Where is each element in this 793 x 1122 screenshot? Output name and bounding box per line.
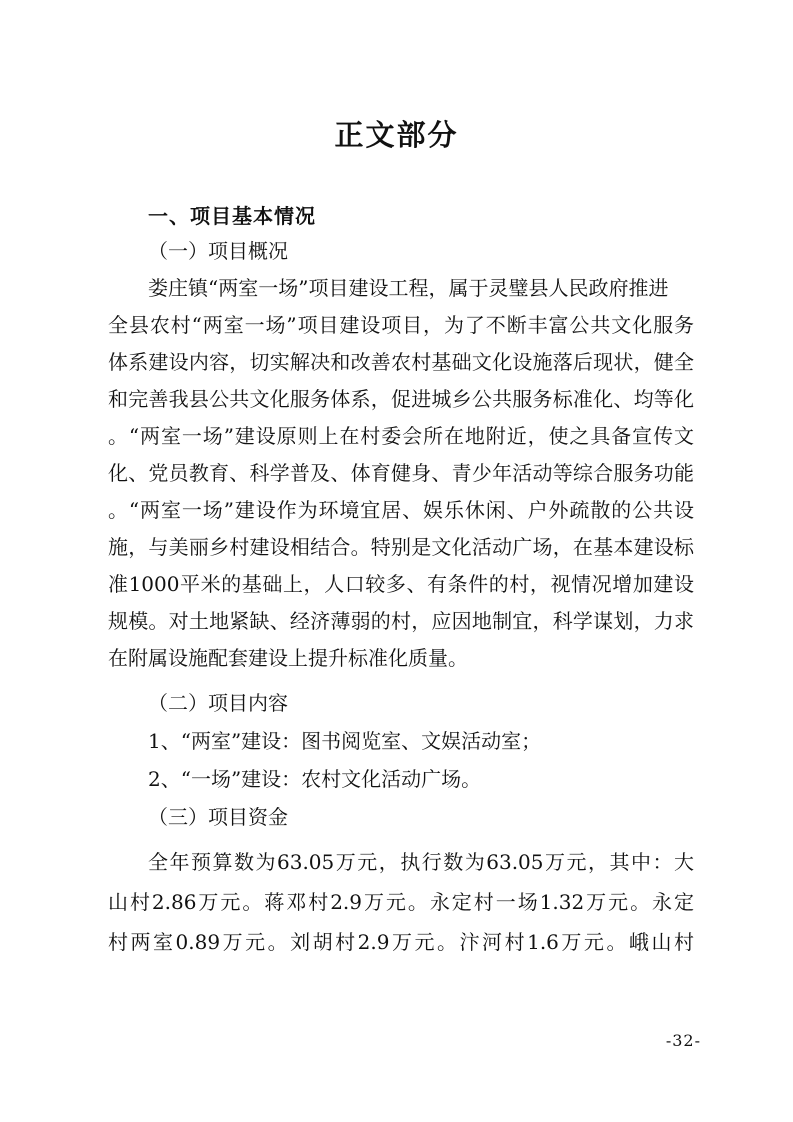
paragraph-line: 准1000平米的基础上，人口较多、有条件的村，视情况增加建设 — [108, 572, 694, 596]
paragraph-line: 化、党员教育、科学普及、体育健身、青少年活动等综合服务功能 — [108, 461, 694, 485]
paragraph-line: 体系建设内容，切实解决和改善农村基础文化设施落后现状，健全 — [108, 350, 694, 374]
page-title: 正文部分 — [334, 118, 459, 152]
paragraph-line: 在附属设施配套建设上提升标准化质量。 — [108, 646, 468, 670]
paragraph-line: 。“两室一场”建设原则上在村委会所在地附近，使之具备宣传文 — [108, 424, 694, 448]
paragraph-line: 全县农村“两室一场”项目建设项目，为了不断丰富公共文化服务 — [108, 313, 694, 337]
paragraph-line: 山村2.86万元。蒋邓村2.9万元。永定村一场1.32万元。永定 — [108, 890, 694, 914]
paragraph-line: 和完善我县公共文化服务体系，促进城乡公共服务标准化、均等化 — [108, 387, 694, 411]
paragraph-line: 施，与美丽乡村建设相结合。特别是文化活动广场，在基本建设标 — [108, 535, 694, 559]
list-item: 1、“两室”建设：图书阅览室、文娱活动室； — [148, 729, 542, 753]
subsection-heading: （三）项目资金 — [148, 805, 288, 829]
paragraph-line: 娄庄镇“两室一场”项目建设工程，属于灵璧县人民政府推进 — [148, 276, 669, 300]
paragraph-line: 全年预算数为63.05万元，执行数为63.05万元，其中：大 — [148, 850, 694, 874]
page-number: -32- — [665, 1031, 701, 1050]
paragraph-line: 。“两室一场”建设作为环境宜居、娱乐休闲、户外疏散的公共设 — [108, 498, 694, 522]
paragraph-line: 规模。对土地紧缺、经济薄弱的村，应因地制宜，科学谋划，力求 — [108, 609, 694, 633]
subsection-heading: （二）项目内容 — [148, 691, 288, 715]
section-heading: 一、项目基本情况 — [148, 204, 316, 228]
list-item: 2、“一场”建设：农村文化活动广场。 — [148, 767, 482, 791]
subsection-heading: （一）项目概况 — [148, 239, 288, 263]
paragraph-line: 村两室0.89万元。刘胡村2.9万元。汴河村1.6万元。峨山村 — [108, 930, 694, 954]
